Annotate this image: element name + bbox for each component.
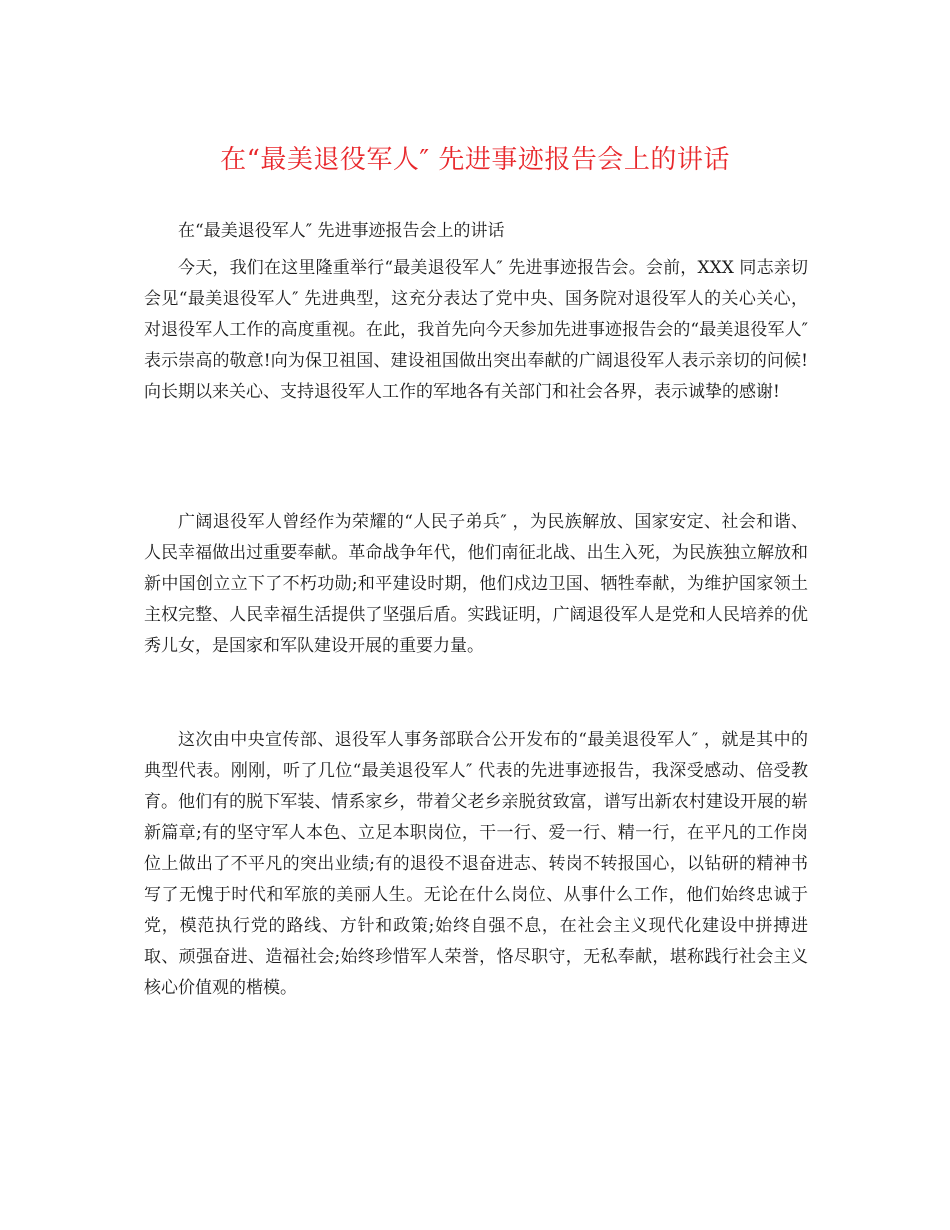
subtitle-block: [144, 216, 808, 247]
paragraph-block-3: [144, 725, 808, 1004]
paragraph-block-1: [144, 253, 808, 408]
paragraph-2: 广阔退役军人曾经作为荣耀的“人民子弟兵″ ，为民族解放、国家安定、社会和谐、人民幸福做出过重要奉献。革命战争年代，他们南征北战、出生入死，为民族独立解放和新中国创立立下了不朽功勋;和平建设时期，他们戍边卫国、牺牲奉献，为维护国家领土主权完整、人民幸福生活提供了坚强后盾。实践证明，广阔退役军人是党和人民培养的优秀儿女，是国家和军队建设开展的重要力量。: [144, 512, 808, 656]
document-subtitle: 在“最美退役军人″ 先进事迹报告会上的讲话: [178, 221, 505, 241]
paragraph-1: 今天，我们在这里隆重举行“最美退役军人″ 先进事迹报告会。会前，XXX 同志亲切会见“最美退役军人″ 先进典型，这充分表达了党中央、国务院对退役军人的关心关心，对退役军人工作的高度重视。在此，我首先向今天参加先进事迹报告会的“最美退役军人″ 表示崇高的敬意!向为保卫祖国、建设祖国做出突出奉献的广阔退役军人表示亲切的问候!向长期以来关心、支持退役军人工作的军地各有关部门和社会各界，表示诚挚的感谢!: [144, 258, 808, 402]
paragraph-3: 这次由中央宣传部、退役军人事务部联合公开发布的“最美退役军人″ ，就是其中的典型代表。刚刚，听了几位“最美退役军人″ 代表的先进事迹报告，我深受感动、倍受教育。他们有的脱下军装、情系家乡，带着父老乡亲脱贫致富，谱写出新农村建设开展的崭新篇章;有的坚守军人本色、立足本职岗位，干一行、爱一行、精一行，在平凡的工作岗位上做出了不平凡的突出业绩;有的退役不退奋进志、转岗不转报国心，以钻研的精神书写了无愧于时代和军旅的美丽人生。无论在什么岗位、从事什么工作，他们始终忠诚于党，模范执行党的路线、方针和政策;始终自强不息，在社会主义现代化建设中拼搏进取、顽强奋进、造福社会;始终珍惜军人荣誉，恪尽职守，无私奉献，堪称践行社会主义核心价值观的楷模。: [144, 730, 808, 998]
document-title: 在“最美退役军人″ 先进事迹报告会上的讲话: [220, 145, 730, 175]
paragraph-block-2: [144, 507, 808, 662]
